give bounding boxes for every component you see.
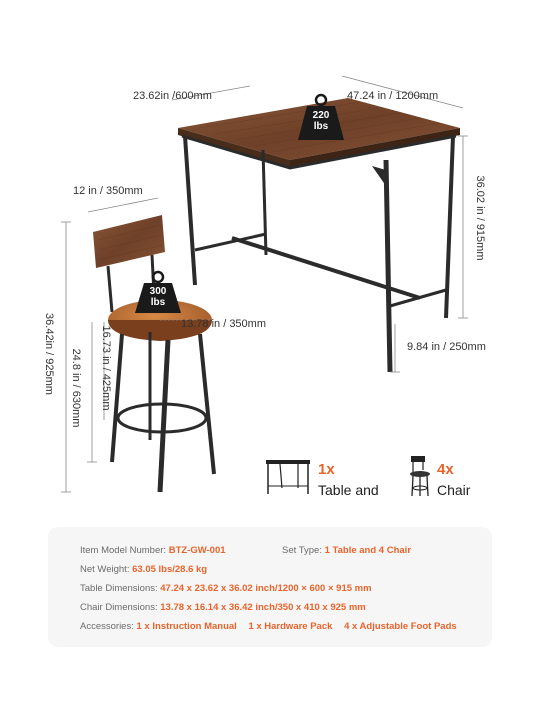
table-width-label: 47.24 in / 1200mm: [347, 90, 439, 102]
chair-total-height-label: 36.42in / 925mm: [43, 313, 55, 395]
table-leg-back-right: [446, 136, 453, 318]
table-height-label: 36.02 in / 915mm: [474, 175, 486, 261]
chair-seat-height-label: 24.8 in / 630mm: [70, 348, 82, 428]
chair-back-width-label: 12 in / 350mm: [73, 185, 143, 197]
set-table-label: Table and: [318, 482, 379, 498]
set-table-count: 1x: [318, 461, 335, 478]
spec-net-weight-row: [80, 564, 207, 575]
table-clearance-label: 9.84 in / 250mm: [407, 341, 486, 353]
spec-chair-dims-label: Chair Dimensions:: [80, 602, 158, 613]
spec-table-dims-value: 47.24 x 23.62 x 36.02 inch/1200 × 600 × 915 mm: [160, 583, 372, 594]
spec-accessory-2: 1 x Hardware Pack: [248, 621, 333, 632]
spec-panel: [48, 527, 492, 647]
set-chair-label: Chair: [437, 482, 471, 498]
spec-accessories-row: [80, 621, 457, 632]
table-stretcher-left: [195, 234, 266, 250]
spec-chair-dims-value: 13.78 x 16.14 x 36.42 inch/350 x 410 x 925 mm: [160, 602, 366, 613]
table-leg-back-left: [263, 150, 266, 255]
chair-leg-height-label: 16.73 in / 425mm: [100, 325, 112, 411]
spec-accessory-3: 4 x Adjustable Foot Pads: [344, 621, 457, 632]
set-table-group: [318, 461, 379, 498]
set-chair-group: [437, 461, 470, 498]
spec-net-weight-value: 63.05 lbs/28.6 kg: [132, 564, 208, 575]
spec-chair-dims-row: [80, 602, 366, 613]
chair-leg-1: [112, 334, 122, 462]
spec-set-type-value: 1 Table and 4 Chair: [324, 545, 412, 556]
table-weight-unit: lbs: [313, 121, 329, 132]
spec-table-dims-row: [80, 583, 372, 594]
chair-weight-unit: lbs: [150, 297, 166, 308]
table-depth-label: 23.62in /600mm: [133, 90, 212, 102]
spec-set-type-label: Set Type:: [282, 545, 322, 556]
spec-model-value: BTZ-GW-001: [168, 545, 226, 556]
table-weight-value: 220: [312, 110, 330, 121]
spec-accessory-1: 1 x Instruction Manual: [136, 621, 237, 632]
spec-accessories-label: Accessories:: [80, 621, 134, 632]
spec-net-weight-label: Net Weight:: [80, 564, 130, 575]
chair-backrest: [93, 215, 165, 268]
chair-leg-3: [160, 340, 168, 492]
chair-seat-width-label: 13.78 in / 350mm: [181, 318, 266, 330]
chair-weight-label: [142, 286, 174, 308]
spec-table-dims-label: Table Dimensions:: [80, 583, 158, 594]
spec-set-type-row: [282, 545, 411, 556]
small-chair-icon: [410, 456, 430, 496]
table-leg-front-left: [185, 136, 195, 285]
table-stretcher-center: [232, 238, 420, 298]
chair-weight-value: 300: [149, 286, 167, 297]
small-table-icon: [266, 460, 310, 494]
chair-back-post-left: [108, 266, 112, 312]
set-chair-count: 4x: [437, 461, 454, 478]
table-leg-front-right: [386, 160, 390, 372]
spec-model-row: [80, 545, 226, 556]
table-weight-label: [305, 110, 337, 132]
spec-model-label: Item Model Number:: [80, 545, 167, 556]
chair-leg-2: [200, 334, 214, 474]
